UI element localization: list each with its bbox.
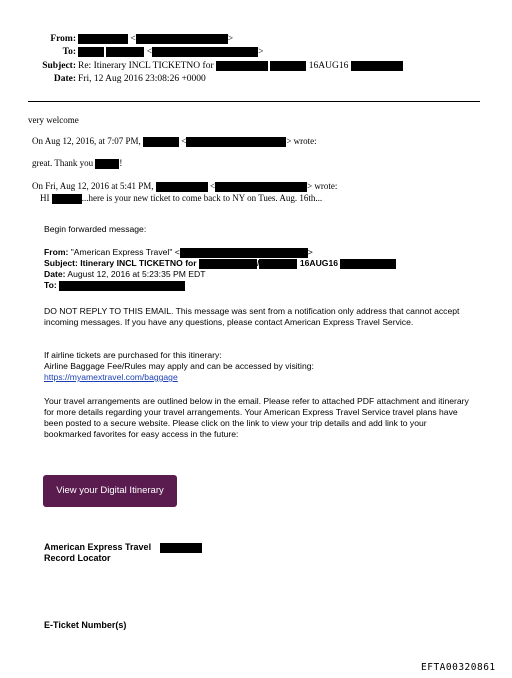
record-locator-block: [44, 542, 202, 564]
header-from-value: [78, 33, 233, 45]
view-itinerary-button[interactable]: View your Digital Itinerary: [43, 475, 177, 507]
baggage-section: [44, 350, 474, 383]
record-line-2: Record Locator: [44, 553, 111, 563]
hi-label: HI: [40, 193, 50, 203]
redaction-block: [270, 61, 306, 71]
header-date-row: [0, 73, 512, 85]
quote1-prefix: On Aug 12, 2016, at 7:07 PM,: [32, 136, 141, 146]
header-subject-row: [0, 60, 512, 72]
header-subject-code: 16AUG16: [308, 61, 349, 71]
quote2-suffix: > wrote:: [307, 181, 338, 191]
no-reply-notice: DO NOT REPLY TO THIS EMAIL. This message was sent from a notification only address that cannot accept incoming messages. If you have any questions, please contact American Express Travel Service.: [44, 306, 460, 327]
thanks-end: !: [119, 158, 123, 168]
header-from-row: [0, 33, 512, 45]
record-line-1: [44, 542, 202, 553]
thanks-text: great. Thank you: [32, 158, 94, 168]
reply-quote-line-1: [32, 136, 317, 147]
baggage-line-2: Airline Baggage Fee/Rules may apply and can be accessed by visiting:: [44, 361, 314, 371]
redaction-block: [95, 159, 119, 169]
redaction-block: [78, 34, 128, 44]
hi-rest: ...here is your new ticket to come back to NY on Tues. Aug. 16th...: [81, 193, 323, 203]
reply-quote-line-2: [32, 181, 337, 192]
forward-subject-slash: /: [257, 258, 260, 268]
redaction-block: [215, 182, 307, 192]
redaction-block: [143, 137, 179, 147]
redaction-block: [59, 281, 185, 291]
reply-thanks-line: [32, 158, 122, 169]
header-date-value: Fri, 12 Aug 2016 23:08:26 +0000: [78, 74, 206, 84]
header-to-label: To:: [62, 47, 76, 57]
baggage-link[interactable]: https://myamextravel.com/baggage: [44, 372, 178, 382]
redaction-block: [136, 34, 228, 44]
forward-from-row: [44, 247, 313, 258]
header-to-row: [0, 46, 512, 58]
forward-subject-label: Subject:: [44, 258, 78, 268]
header-to-gt: >: [258, 47, 264, 57]
forward-subject-code: 16AUG16: [299, 258, 339, 268]
header-from-lt: <: [130, 34, 136, 44]
header-subject-text: Re: Itinerary INCL TICKETNO for: [78, 61, 214, 71]
record-line-1-text: American Express Travel: [44, 542, 152, 552]
redaction-block: [78, 47, 104, 57]
document-id: EFTA00320861: [421, 662, 496, 673]
redaction-block: [351, 61, 403, 71]
forward-subject-row: [44, 258, 396, 269]
header-subject-value: [78, 60, 403, 72]
header-to-lt: <: [146, 47, 153, 57]
redaction-block: [216, 61, 268, 71]
reply-greeting: very welcome: [28, 115, 79, 125]
reply-hi-line: [40, 193, 322, 204]
forward-from-value: "American Express Travel" <: [70, 247, 180, 257]
redaction-block: [106, 47, 144, 57]
redaction-block: [259, 259, 297, 269]
forward-to-label: To:: [44, 280, 57, 290]
redaction-block: [199, 258, 260, 269]
forward-from-end: >: [307, 247, 313, 257]
redaction-block: [152, 47, 258, 57]
redaction-block: [186, 137, 286, 147]
forward-from-label: From:: [44, 247, 69, 257]
travel-arrangements-text: Your travel arrangements are outlined below in the email. Please refer to attached PDF attachment and itinerary for more details regarding your travel arrangements. Your American Express Travel Service travel plans have been posted to a secure website. Please click on the link to view your trip details and add link to your bookmarked favorites for easy access in the future:: [44, 396, 469, 439]
header-from-gt: >: [227, 34, 234, 44]
forward-date-row: [44, 269, 205, 280]
quote2-prefix: On Fri, Aug 12, 2016 at 5:41 PM,: [32, 181, 154, 191]
redaction-block: [52, 194, 82, 204]
redaction-block: [180, 248, 308, 258]
baggage-line-1: If airline tickets are purchased for this itinerary:: [44, 350, 222, 360]
header-subject-label: Subject:: [42, 61, 76, 71]
forward-date-value: August 12, 2016 at 5:23:35 PM EDT: [67, 269, 206, 279]
eticket-label: E-Ticket Number(s): [44, 620, 127, 630]
forward-to-row: [44, 280, 185, 291]
redaction-block: [160, 543, 202, 553]
quote1-lt: <: [181, 136, 187, 146]
header-divider: [28, 101, 480, 102]
redaction-block: [156, 182, 208, 192]
header-to-value: [78, 46, 263, 58]
quote2-lt: <: [210, 181, 216, 191]
header-from-label: From:: [50, 34, 76, 44]
quote1-suffix: > wrote:: [286, 136, 317, 146]
redaction-block: [340, 259, 396, 269]
header-date-label: Date:: [53, 74, 76, 84]
forward-begin: Begin forwarded message:: [44, 224, 147, 234]
forward-date-label: Date:: [44, 269, 66, 279]
forward-subject-value: Itinerary INCL TICKETNO for: [80, 258, 197, 268]
